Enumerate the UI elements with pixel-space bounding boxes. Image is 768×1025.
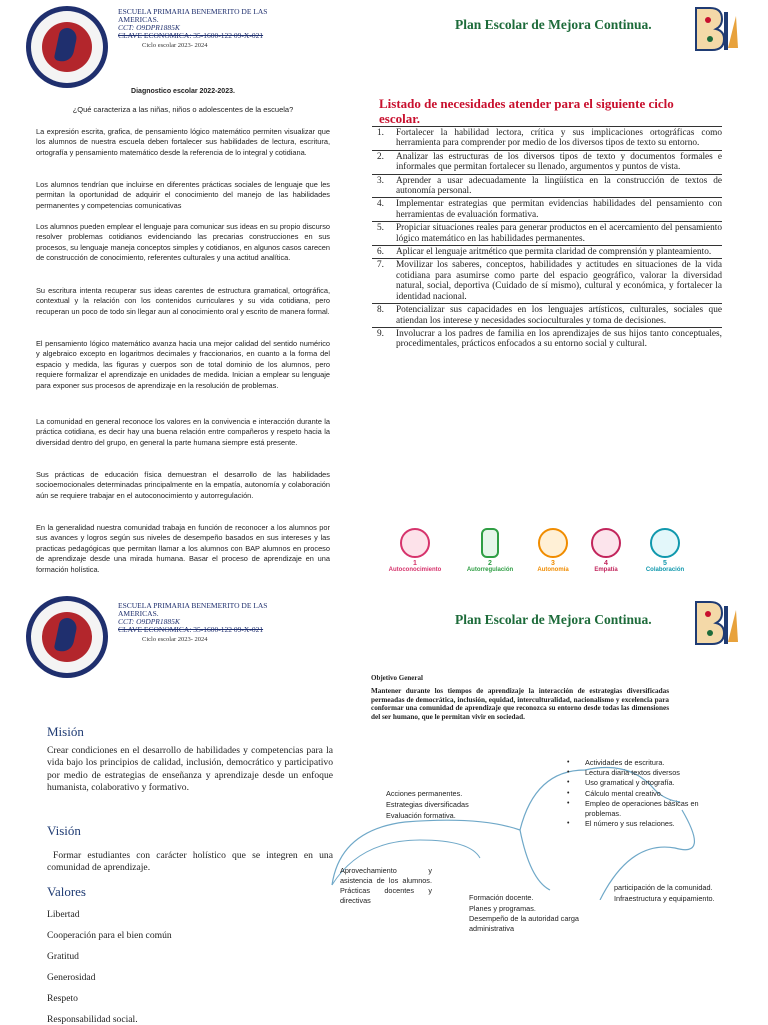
diagnostic-paragraph: Los alumnos tendrían que incluirse en diferentes prácticas sociales de lenguaje que les permitan la oportunidad de adquirir el conocimiento del manejo de las habilidades permanentes y competencias comunicativas — [36, 180, 330, 210]
objetivo-text: Mantener durante los tiempos de aprendizaje la interacción de estrategias diversificadas permeadas de democrática, inclusión, equidad, interculturalidad, nacionalismo y excelencia para conformar una comunidad de aprendizaje que reconozca su entorno desde todas las dimensiones del ser humano, que le permitan vivir en sociedad. — [371, 687, 669, 721]
school-seal-logo — [26, 596, 108, 678]
competencia-colaboracion: 5 Colaboración — [620, 528, 710, 573]
school-seal-logo — [26, 6, 108, 88]
list-item: 1. Fortalecer la habilidad lectora, crítica y sus implicaciones ortográficas como herramienta para comprender por medio de los diversos tipos de texto su entorno. — [372, 127, 722, 151]
mision-text: Crear condiciones en el desarrollo de habilidades y competencias para la vida bajo los principios de calidad, inclusión, democrático y participativo por medio de estrategias de enseñanza y aprendizaje desde un enfoque humanista, colaborativo y formativo. — [47, 745, 333, 794]
school-info — [118, 8, 268, 40]
plan-title: Plan Escolar de Mejora Continua. — [455, 612, 652, 627]
formacion-node: Formación docente. Planes y programas. Desempeño de la autoridad carga administrativa — [469, 893, 579, 933]
heart-face-icon — [591, 528, 621, 558]
school-name: ESCUELA PRIMARIA BENEMERITO DE LAS AMERICAS. — [118, 7, 268, 24]
diagnostic-paragraph: Los alumnos pueden emplear el lenguaje para comunicar sus ideas en su propio discurso resolver problemas cotidianos evidenciando las precarias construcciones en sus procesos, su lenguaje maneja conceptos simples y cotidianos, en algunos casos carecen de construcción de conocimiento, referentes culturales y una actitud analítica. — [36, 222, 330, 263]
bicentenario-logo — [690, 4, 740, 54]
bicentenario-logo — [690, 598, 740, 648]
vision-title: Visión — [47, 823, 81, 838]
valores-title: Valores — [47, 884, 86, 899]
plan-title: Plan Escolar de Mejora Continua. — [455, 17, 652, 32]
list-item: • Actividades de escritura. — [565, 758, 715, 768]
valor-item: Generosidad — [47, 972, 96, 983]
competencia-autorregulacion: 2 Autorregulación — [445, 528, 535, 573]
valor-item: Libertad — [47, 909, 80, 920]
objetivo-title: Objetivo General — [371, 674, 423, 682]
traffic-light-icon — [481, 528, 499, 558]
list-item: • Lectura diaria textos diversos — [565, 768, 715, 778]
valor-item: Cooperación para el bien común — [47, 930, 172, 941]
competencia-autoconocimiento: 1 Autoconocimiento — [370, 528, 460, 573]
diagnostic-title: Diagnostico escolar 2022-2023. — [131, 88, 235, 95]
page-mision-vision — [0, 590, 768, 1024]
valor-item: Responsabilidad social. — [47, 1014, 138, 1025]
valor-item: Gratitud — [47, 951, 79, 962]
list-item: • Cálculo mental creativo. — [565, 789, 715, 799]
ciclo-escolar: Ciclo escolar 2023- 2024 — [142, 636, 208, 643]
competencia-autonomia: 3 Autonomía — [508, 528, 598, 573]
diagnostic-paragraph: Sus prácticas de educación física demuestran el desarrollo de las habilidades socioemocionales determinadas principalmente en la empatía, autonomía y colaboración aún se requiere trabajar en el autoconocimiento y autorregulación. — [36, 470, 330, 500]
list-item: 4. Implementar estrategias que permitan evidencias habilidades del pensamiento con herramientas de evaluación formativa. — [372, 198, 722, 222]
list-item: • El número y sus relaciones. — [565, 819, 715, 829]
vision-text: Formar estudiantes con carácter holístico que se integren en una comunidad de aprendizaje. — [47, 850, 333, 874]
list-item: 7. Movilizar los saberes, conceptos, habilidades y actitudes en situaciones de la vida cotidiana para asumirse como parte del espacio geográfico, valorar la diversidad natural, social, deportiva (Cuidado de sí mismo), cultural y económica, y fortalecer la identidad nacional. — [372, 259, 722, 304]
school-clave: CLAVE ECONOMICA: 35-1600-122 09-X-021 — [118, 31, 264, 40]
valor-item: Respeto — [47, 993, 78, 1004]
needs-title: Listado de necesidades atender para el siguiente ciclo escolar. — [379, 96, 674, 126]
school-cct: CCT: O9DPR1885K — [118, 617, 180, 626]
list-item: • Empleo de operaciones básicas en problemas. — [565, 799, 715, 819]
diagnostic-paragraph: La expresión escrita, grafica, de pensamiento lógico matemático permiten visualizar que los alumnos de nuestra escuela deben fortalecer sus habilidades de lectura, escritura, ortografía y pensamiento matemático desde la referencia de lo integral y cotidiana. — [36, 127, 330, 157]
brain-icon — [400, 528, 430, 558]
list-item: 3. Aprender a usar adecuadamente la lingüística en la construcción de textos de autonomía personal. — [372, 175, 722, 199]
aprovechamiento-node: Aprovechamiento y asistencia de los alumnos. Prácticas docentes y directivas — [340, 866, 432, 905]
diagnostic-paragraph: En la generalidad nuestra comunidad trabaja en función de reconocer a los alumnos por sus avances y logros según sus niveles de desempeño basados en sus intereses y las practicas pedagógicas que permitan llamar a los alumnos con BAP alumnos en proceso de aprendizaje desde una mirada humana. Basar el proceso de aprendizaje en una formación holística. — [36, 523, 330, 574]
school-cct: CCT: O9DPR1885K — [118, 23, 180, 32]
diagnostic-paragraph: La comunidad en general reconoce los valores en la convivencia e interacción durante la práctica cotidiana, es decir hay una buena relación entre compañeros y respeto hacia la diversidad dentro del grupo, en general la parte humana siempre está presente. — [36, 417, 330, 447]
participacion-node: participación de la comunidad. Infraestructura y equipamiento. — [614, 883, 715, 903]
acciones-node: Acciones permanentes. Estrategias diversificadas Evaluación formativa. — [386, 789, 469, 820]
handshake-icon — [650, 528, 680, 558]
list-item: 9. Involucrar a los padres de familia en los aprendizajes de sus hijos tanto conceptuales, procedimentales, prácticos enfocados a su entorno social y cultural. — [377, 328, 722, 350]
school-clave: CLAVE ECONOMICA: 35-1600-122 09-X-021 — [118, 625, 264, 634]
ciclo-escolar: Ciclo escolar 2023- 2024 — [142, 42, 208, 49]
needs-list — [372, 126, 722, 351]
list-item: 6. Aplicar el lenguaje aritmético que permita claridad de comprensión y planteamiento. — [372, 246, 722, 259]
diagnostic-paragraph: Su escritura intenta recuperar sus ideas carentes de estructura gramatical, ortográfica, contextual y la relación con los contenidos curriculares y su vida cotidiana, pero recuperan un poco de todo sin llegar aun al conocimiento oral y escrito de manera formal. — [36, 286, 330, 316]
list-item: 2. Analizar las estructuras de los diversos tipos de texto y documentos formales e informales que permitan fortalecer su llenado, argumentos y puntos de vista. — [372, 151, 722, 175]
list-item: 5. Propiciar situaciones reales para generar productos en el acercamiento del pensamiento lógico matemático en las habilidades permanentes. — [372, 222, 722, 246]
list-item: • Uso gramatical y ortografía. — [565, 778, 715, 788]
actividades-list — [565, 758, 715, 829]
competencia-empatia: 4 Empatía — [561, 528, 651, 573]
diagnostic-question: ¿Qué caracteriza a las niñas, niños o adolescentes de la escuela? — [72, 105, 294, 114]
diagnostic-paragraph: El pensamiento lógico matemático avanza hacia una mejor calidad del sentido numérico y algebraico excepto en logaritmos decimales y fraccionarios, en cuanto a la forma del espacio y medida, las figuras y cuerpos son de total dominio de los alumnos, pero requiere formalizar el aprendizaje en unidades de medida. Inician a emplear su lenguaje para exponer sus procesos de aprendizaje en la resolución de problemas. — [36, 339, 330, 390]
mision-title: Misión — [47, 724, 84, 739]
school-name: ESCUELA PRIMARIA BENEMERITO DE LAS AMERICAS. — [118, 601, 268, 618]
list-item: 8. Potencializar sus capacidades en los lenguajes artísticos, culturales, sociales que atiendan los interese y necesidades socioculturales y toma de decisiones. — [372, 304, 722, 328]
school-info — [118, 602, 268, 634]
